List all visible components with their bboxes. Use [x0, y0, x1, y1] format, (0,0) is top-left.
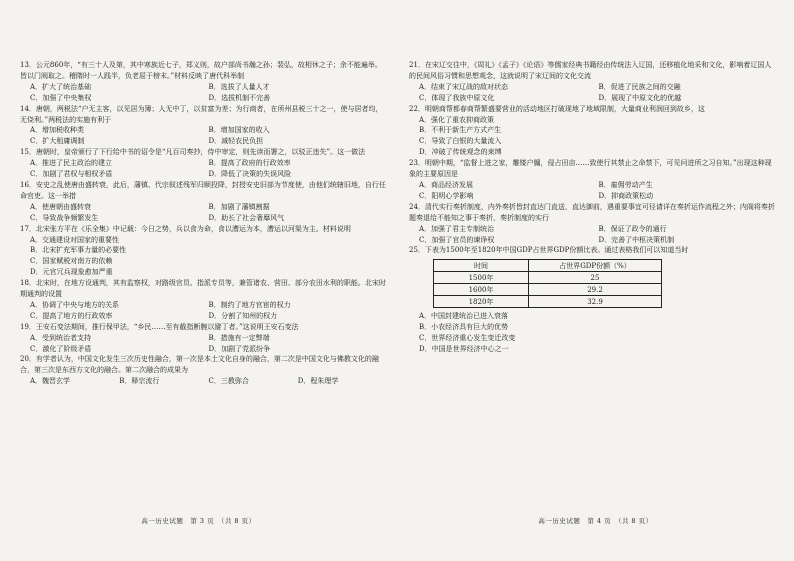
answer-option: D．分割了知州的权力 [208, 311, 278, 320]
question-block [20, 60, 387, 104]
answer-option: A．扩大了统治基础 [30, 82, 92, 91]
question-stem: 14．唐朝，两税法“户无主客，以见居为簿；人无中丁，以贫富为差；为行商者，在所州县税三十之一，使与居者均，无侥利。”两税法的实施有利于 [20, 104, 383, 124]
question-stem: 25．下表为1500年至1820年中国GDP占世界GDP份额比表。通过表格我们可以知道当时 [409, 246, 689, 255]
answer-option: D．完善了中枢决策机制 [598, 235, 675, 244]
question-block [20, 278, 387, 322]
answer-options [20, 300, 387, 322]
answer-options [409, 224, 778, 246]
answer-option: D．冲破了传统观念的束缚 [419, 148, 502, 157]
answer-option: A．交通建设对国家的重要性 [30, 235, 120, 244]
answer-option: D．助长了社会奢靡风气 [208, 213, 285, 222]
answer-option: C．提高了地方的行政效率 [30, 311, 113, 320]
answer-option: A．强化了重农抑商政策 [419, 115, 495, 124]
question-block [20, 104, 387, 148]
answer-option: C．激化了阶级矛盾 [30, 344, 92, 353]
answer-option: D．展现了中原文化的优越 [598, 93, 682, 102]
answer-option: D．抑商政策松动 [598, 191, 654, 200]
answer-option: B．措施有一定弊端 [208, 333, 270, 342]
answer-option: A．增加税收种类 [30, 126, 85, 135]
question-stem: 23．明朝中期，“监督上进之家，雕镂户牖，侵占田亩……致使行其禁止之命禁下，可见问进所之习自知。”出现这种现象的主要原因是 [409, 159, 772, 179]
answer-option: B．提高了政府的行政效率 [208, 159, 291, 168]
table-row [434, 272, 662, 284]
answer-option: C．加强了官员的谏诤权 [419, 235, 495, 244]
answer-options [409, 180, 778, 202]
question-stem: 17．北宋张方平在《乐全集》中记载：今日之势，兵以食为命，食以漕运为本，漕运以河渠为主。材料说明 [20, 224, 351, 233]
answer-options [20, 376, 387, 387]
table-cell: 1500年 [434, 272, 529, 284]
question-stem: 22．明朝商帮都春商帮繁盛要营业的活动地区打破现地了地域限制，大量商业利润回到故乡，这 [409, 104, 705, 113]
answer-option: A．受到统治者支持 [30, 333, 92, 342]
question-stem: 13．公元860年，“有三十人及第，其中寒族近七子，郑义则，故户部尚书瀚之孙；裴弘，故相休之子；余不能遍举。皆以门阀取之。稽隋时一人践半，负老屈于榜末。”材料反映了唐代科举制 [20, 61, 382, 80]
answer-option: C．世界经济重心发生变迁改变 [419, 334, 516, 343]
page-footer: 高一历史试题 第 3 页 （共 8 页） [141, 517, 256, 525]
table-cell: 1600年 [434, 284, 529, 296]
answer-option: B．增加国家的收入 [208, 126, 270, 135]
question-stem: 20．有学者认为，中国文化发生三次历史性融合，第一次是本土文化自身的融合，第二次是中国文化与佛教文化的融合，第三次是东西方文化的融合。第二次融合的成果为 [20, 355, 379, 375]
gdp-table [433, 259, 662, 308]
answer-option: D．程朱理学 [297, 377, 339, 386]
question-stem: 24．清代实行奏折制度，内外奏折皆封直达门直送，直达御前，遇重要事宜可径请详在奏折运作流程之外；内阁将奏折题奏退给不能知之事于奏折，奏折制度的实行 [409, 202, 775, 222]
question-block [409, 60, 778, 104]
answer-option: A．魏晋玄学 [30, 377, 71, 386]
answer-options [20, 333, 387, 355]
question-stem: 16．安史之乱使唐由盛转衰，此后，藩镇、代宗叙述残军归顺投降，封授安史旧部为节度使，由他们统辖旧地，自行任命官吏。这一举措 [20, 180, 386, 200]
table-cell: 32.9 [529, 296, 662, 308]
answer-option: B．北宋扩充军事力量的必要性 [30, 246, 127, 255]
answer-option: C．导致了白银的大量流入 [419, 137, 502, 146]
question-stem: 18．北宋时，在地方设通判，其有监察权，对路级官员、指派专员等，兼管诸农、营田、部分农田水利的职能。北宋时期通判的设置 [20, 279, 386, 299]
question-stem: 21．在宋辽交往中，《周礼》《孟子》《论语》等儒家经典书籍经由传统法入辽国，还移植化地采和文化，影响着辽国人的民间风俗习惯和思想观念，这就说明了宋辽间的文化交流 [409, 61, 772, 80]
question-block [20, 180, 387, 224]
question-block [409, 202, 778, 246]
answer-option: A．协调了中央与地方的关系 [30, 300, 120, 309]
answer-option: B．促进了民族之间的交融 [598, 82, 681, 91]
answer-option: A．商品经济发展 [419, 180, 474, 189]
table-row [434, 296, 662, 308]
answer-option: B．制约了地方官宦的权力 [208, 300, 291, 309]
table-cell: 29.2 [529, 284, 662, 296]
answer-options [20, 202, 387, 224]
answer-option: B．小农经济具有巨大的优势 [419, 323, 509, 332]
answer-option: A．推进了民主政治的建立 [30, 159, 113, 168]
answer-option: A．使唐朝由盛转衰 [30, 202, 92, 211]
question-block [20, 224, 387, 279]
answer-option: A．中国封建统治已进入衰落 [419, 312, 509, 321]
question-block [20, 354, 387, 387]
question-block [409, 158, 778, 202]
page-footer: 高一历史试题 第 4 页 （共 8 页） [538, 517, 653, 525]
answer-option: D．减轻农民负担 [208, 137, 264, 146]
answer-option: A．结束了宋辽战的敌对状态 [419, 82, 509, 91]
answer-option: B．加剧了藩镇割据 [208, 202, 270, 211]
answer-option: C．三教弥合 [208, 377, 249, 386]
answer-option: B．保证了政令的通行 [598, 224, 667, 233]
answer-options [409, 311, 778, 355]
table-cell: 1820年 [434, 296, 529, 308]
question-stem: 19．王安石变法期间，推行保甲法，“乡民……至有截指断腕以避丁者。”这说明王安石变法 [20, 322, 299, 331]
question-block [409, 104, 778, 159]
answer-option: C．国家赋税对南方的依赖 [30, 257, 113, 266]
answer-option: D．加剧了党派纷争 [208, 344, 271, 353]
answer-options [409, 82, 778, 104]
question-block [20, 322, 387, 355]
answer-option: B．释宗流行 [119, 377, 160, 386]
answer-option: D．元官冗兵现象愈加严重 [30, 268, 113, 277]
answer-options [20, 235, 387, 279]
question-block [20, 147, 387, 180]
answer-option: D．降低了决策的失误风险 [208, 170, 292, 179]
table-header: 时间 [434, 260, 529, 272]
table-row [434, 284, 662, 296]
question-stem: 15．唐朝时，皇帝颁行了下行给中书的诏令是“凡百司奏抄，侍中审定，则先读而署之，以驳正违失”。这一做法 [20, 148, 366, 157]
table-cell: 25 [529, 272, 662, 284]
answer-options [20, 82, 387, 104]
answer-options [409, 115, 778, 159]
answer-option: B．不利于新生产方式产生 [419, 126, 502, 135]
answer-option: C．扩大租庸调制 [30, 137, 85, 146]
answer-option: B．雇佣劳动产生 [598, 180, 653, 189]
answer-option: C．阳明心学影响 [419, 191, 474, 200]
answer-option: C．导致战争频繁发生 [30, 213, 99, 222]
answer-option: C．加剧了君权与相权矛盾 [30, 170, 113, 179]
answer-option: D．选拔机制不完善 [208, 93, 271, 102]
answer-option: D．中国是世界经济中心之一 [419, 345, 509, 354]
right-page [397, 0, 794, 561]
answer-option: B．选拔了人量人才 [208, 82, 270, 91]
table-header: 占世界GDP份额（%） [529, 260, 662, 272]
answer-option: C．加强了中央集权 [30, 93, 92, 102]
question-block [409, 245, 778, 355]
answer-option: A．加强了君主专制统治 [419, 224, 495, 233]
answer-options [20, 125, 387, 147]
answer-option: C．体现了我族中原文化 [419, 93, 495, 102]
answer-options [20, 158, 387, 180]
